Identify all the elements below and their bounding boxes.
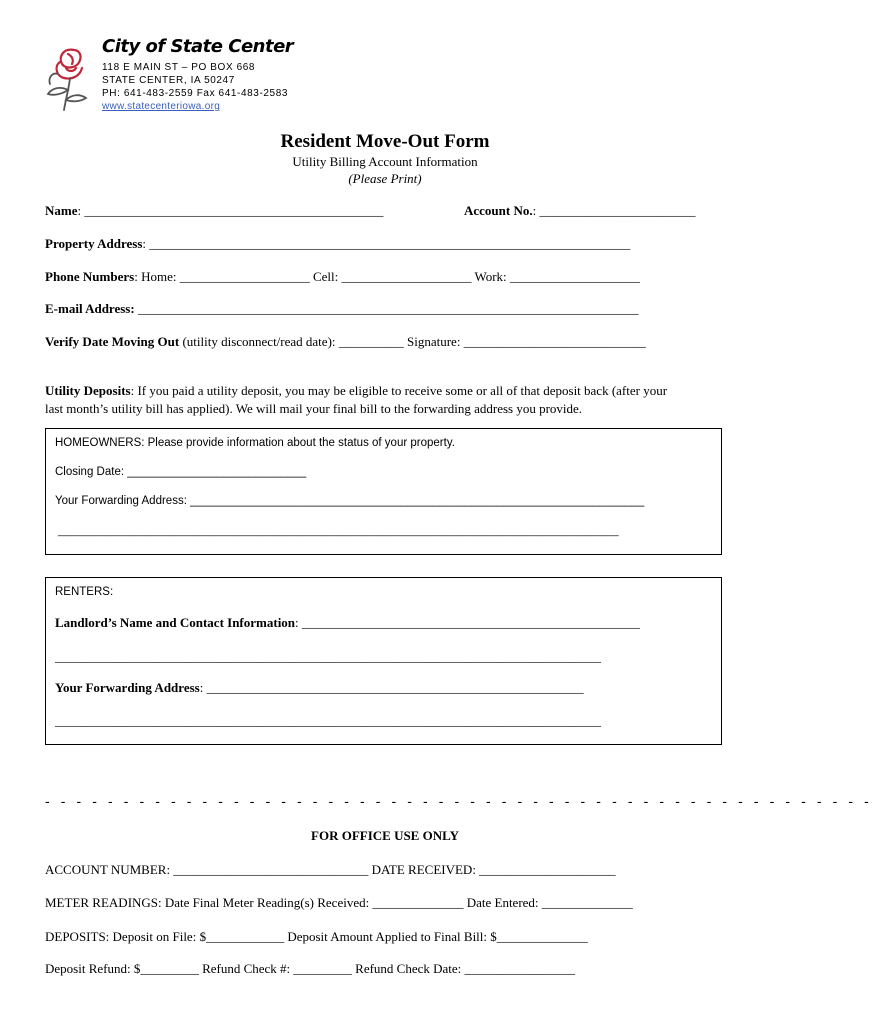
email-blank[interactable]: _____________________________________________________________________________ (134, 301, 639, 316)
landlord-extra-line[interactable]: ____________________________________________________________________________________ (55, 649, 601, 664)
homeowners-label: HOMEOWNERS (55, 437, 142, 449)
account-label: Account No. (464, 203, 533, 218)
homeowner-forwarding-field[interactable] (55, 495, 644, 507)
landlord-field[interactable] (55, 615, 640, 631)
verify-blanks[interactable]: (utility disconnect/read date): __________ Signature: ____________________________ (179, 334, 646, 349)
property-address-field[interactable] (45, 236, 630, 252)
renters-heading (55, 586, 113, 598)
office-row-refund[interactable]: Deposit Refund: $_________ Refund Check #: _________ Refund Check Date: _________________ (45, 961, 576, 976)
rose-logo-icon (44, 44, 96, 114)
email-label: E-mail Address: (45, 301, 135, 316)
property-blank[interactable]: : __________________________________________________________________________ (142, 236, 631, 251)
email-field[interactable] (45, 301, 638, 317)
form-subtitle: Utility Billing Account Information (292, 154, 478, 169)
homeowners-intro-text: : Please provide information about the status of your property. (141, 437, 455, 449)
phone-numbers-field[interactable] (45, 269, 640, 285)
landlord-blank[interactable]: : ____________________________________________________ (295, 615, 640, 630)
landlord-label: Landlord’s Name and Contact Information (55, 615, 296, 630)
homeowner-forwarding-blank[interactable]: _______________________________________________________________________ (186, 495, 645, 507)
deposits-text-1: : If you paid a utility deposit, you may be eligible to receive some or all of that deposit back (after your (130, 383, 668, 398)
deposits-label: Utility Deposits (45, 383, 131, 398)
account-field[interactable] (464, 203, 695, 219)
homeowners-intro (55, 437, 455, 449)
org-address-line1: 118 E MAIN ST – PO BOX 668 (102, 62, 256, 73)
renter-forwarding-label: Your Forwarding Address (55, 680, 200, 695)
account-blank[interactable]: : ________________________ (532, 203, 696, 218)
renters-colon: : (109, 586, 114, 598)
cut-line-divider: - - - - - - - - - - - - - - - - - - - - - - - - - - - - - - - - - - - - - - - - - - - - - - - - - - - - - (45, 793, 872, 809)
office-row-meter[interactable]: METER READINGS: Date Final Meter Reading(s) Received: ______________ Date Entered: ______________ (45, 895, 633, 910)
closing-date-field[interactable] (55, 466, 306, 478)
renters-label: RENTERS (55, 586, 110, 598)
deposits-paragraph-line2: last month’s utility bill has applied). We will mail your final bill to the forwarding address you provide. (45, 401, 583, 416)
name-label: Name (45, 203, 78, 218)
verify-date-field[interactable] (45, 334, 646, 350)
homeowner-forwarding-label: Your Forwarding Address: (55, 495, 187, 507)
office-use-heading: FOR OFFICE USE ONLY (311, 828, 459, 843)
name-field[interactable] (45, 203, 383, 219)
office-row-deposits[interactable]: DEPOSITS: Deposit on File: $____________ Deposit Amount Applied to Final Bill: $______________ (45, 929, 588, 944)
closing-date-blank[interactable]: : ____________________________ (120, 466, 307, 478)
renter-forwarding-extra-line[interactable]: ____________________________________________________________________________________ (55, 713, 601, 728)
phone-blanks[interactable]: : Home: ____________________ Cell: ____________________ Work: ____________________ (134, 269, 640, 284)
verify-label: Verify Date Moving Out (45, 334, 180, 349)
phone-label: Phone Numbers (45, 269, 135, 284)
renter-forwarding-field[interactable] (55, 680, 584, 696)
org-name: City of State Center (102, 36, 294, 57)
office-row-account[interactable]: ACCOUNT NUMBER: ______________________________ DATE RECEIVED: _____________________ (45, 862, 616, 877)
form-title: Resident Move-Out Form (280, 131, 490, 152)
org-phone: PH: 641-483-2559 Fax 641-483-2583 (102, 88, 289, 99)
org-address-line2: STATE CENTER, IA 50247 (102, 75, 235, 86)
name-blank[interactable]: : ______________________________________________ (77, 203, 384, 218)
homeowner-forwarding-extra-line[interactable]: ________________________________________________________________________________________________ (58, 525, 619, 537)
org-website-link[interactable]: www.statecenteriowa.org (102, 101, 221, 112)
closing-date-label: Closing Date (55, 466, 121, 478)
deposits-paragraph-line1 (45, 383, 667, 399)
renter-forwarding-blank[interactable]: : __________________________________________________________ (199, 680, 584, 695)
form-instruction: (Please Print) (348, 171, 422, 186)
property-label: Property Address (45, 236, 143, 251)
